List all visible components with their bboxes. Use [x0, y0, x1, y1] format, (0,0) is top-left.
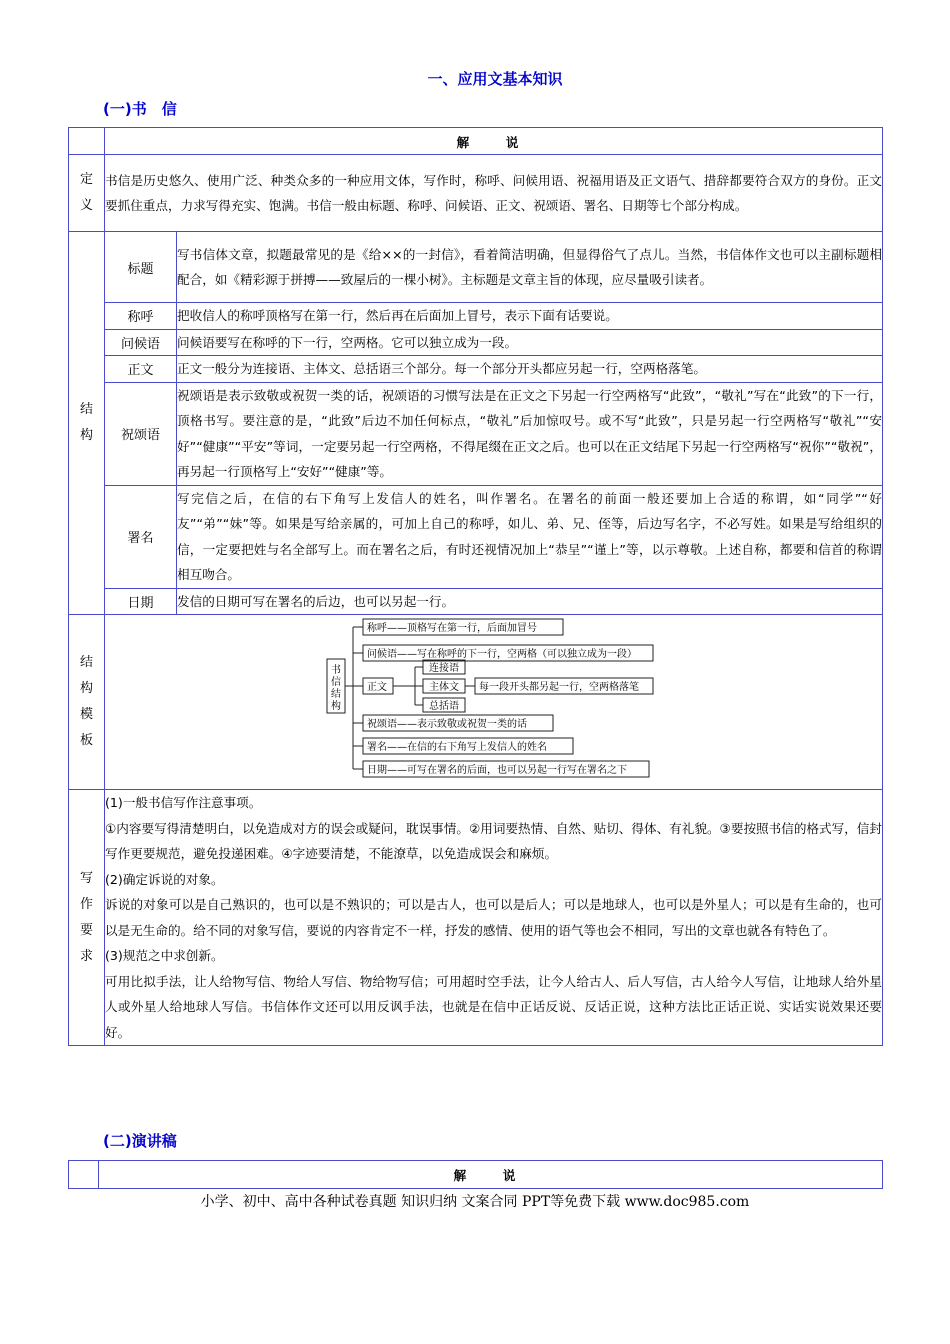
letter-table	[68, 127, 883, 1046]
diagram-body-note: 每一段开头都另起一行，空两格落笔	[479, 682, 639, 693]
diagram-root-char: 构	[331, 701, 341, 712]
structure-item-name: 祝颂语	[105, 382, 177, 485]
structure-item-name: 署名	[105, 485, 177, 588]
structure-item-name: 称呼	[105, 303, 177, 330]
structure-item-text: 把收信人的称呼顶格写在第一行，然后再在后面加上冒号，表示下面有话要说。	[177, 303, 883, 330]
requirements-paragraph: 可用比拟手法，让人给物写信、物给人写信、物给物写信；可用超时空手法，让今人给古人、后人写信，古人给今人写信，让地球人给外星人或外星人给地球人写信。书信体作文还可以用反讽手法，也就是在信中正话反说、反话正说，这种方法比正话正说、实话实说效果还要好。	[105, 973, 882, 1040]
requirements-label: 写 作 要 求	[79, 870, 93, 964]
diagram-body-part: 主体文	[429, 682, 459, 693]
requirements-paragraph: 诉说的对象可以是自己熟识的，也可以是不熟识的；可以是古人，也可以是后人；可以是地球人，也可以是外星人；可以是有生命的，也可以是无生命的。给不同的对象写信，要说的内容肯定不一样，抒发的感情、使用的语气等也会不相同，写出的文章也就各有特色了。	[105, 897, 882, 938]
requirements-paragraph: (2)确定诉说的对象。	[105, 871, 224, 887]
structure-row	[69, 588, 883, 615]
diagram-root-char: 书	[331, 665, 341, 676]
diagram-root-char: 信	[331, 677, 341, 688]
structure-label: 结 构	[79, 402, 93, 443]
table-header-row	[69, 1161, 883, 1189]
structure-item-text: 写完信之后，在信的右下角写上发信人的姓名，叫作署名。在署名的前面一般还要加上合适的称谓，如“同学”“好友”“弟”“妹”等。如果是写给亲属的，可加上自己的称呼，如儿、弟、兄、侄等，后边写名字，不必写姓。如果是写给组织的信，一定要把姓与名全部写上。而在署名之后，有时还视情况加上“恭呈”“谨上”等，以示尊敬。上述自称，都要和信首的称谓相互吻合。	[177, 485, 883, 588]
diagram-item: 祝颂语——表示致敬或祝贺一类的话	[367, 719, 527, 730]
structure-row	[69, 329, 883, 356]
table-header-row	[69, 128, 883, 155]
structure-item-text: 写书信体文章，拟题最常见的是《给××的一封信》，看着简洁明确，但显得俗气了点儿。当然，书信体作文也可以主副标题相配合，如《精彩源于拼搏——致屋后的一棵小树》。主标题是文章主旨的体现，应尽量吸引读者。	[177, 232, 883, 303]
definition-label: 定 义	[79, 172, 93, 213]
structure-item-text: 正文一般分为连接语、主体文、总括语三个部分。每一个部分开头都应另起一行，空两格落笔。	[177, 356, 883, 383]
requirements-paragraph: (3)规范之中求创新。	[105, 948, 224, 963]
structure-row	[69, 356, 883, 383]
definition-text: 书信是历史悠久、使用广泛、种类众多的一种应用文体，写作时，称呼、问候用语、祝福用语及正文语气、措辞都要符合双方的身份。正文要抓住重点，力求写得充实、饱满。书信一般由标题、称呼、问候语、正文、祝颂语、署名、日期等七个部分构成。	[105, 155, 883, 232]
structure-item-text: 问候语要写在称呼的下一行，空两格。它可以独立成为一段。	[177, 329, 883, 356]
letter-structure-diagram	[105, 615, 865, 789]
table-header: 解 说	[105, 128, 883, 155]
diagram-root-char: 结	[331, 689, 341, 700]
structure-item-name: 正文	[105, 356, 177, 383]
section-heading-speech: (二)演讲稿	[103, 1132, 177, 1150]
page-footer: 小学、初中、高中各种试卷真题 知识归纳 文案合同 PPT等免费下载 www.doc985.com	[200, 1194, 750, 1210]
section-heading-letter: (一)书 信	[103, 100, 177, 118]
structure-row	[69, 485, 883, 588]
structure-item-text: 发信的日期可写在署名的后边，也可以另起一行。	[177, 588, 883, 615]
requirements-paragraph: ①内容要写得清楚明白，以免造成对方的误会或疑问，耽误事情。②用词要热情、自然、贴切、得体、有礼貌。③要按照书信的格式写，信封写作更要规范，避免投递困难。④字迹要清楚，不能潦草，以免造成误会和麻烦。	[105, 820, 882, 861]
diagram-item: 问候语——写在称呼的下一行，空两格（可以独立成为一段）	[367, 649, 637, 660]
template-label: 结 构 模 板	[79, 655, 93, 748]
structure-item-text: 祝颂语是表示致敬或祝贺一类的话，祝颂语的习惯写法是在正文之下另起一行空两格写“此致”，“敬礼”写在“此致”的下一行，顶格书写。要注意的是，“此致”后边不加任何标点，“敬礼”后加惊叹号。或不写“此致”，只是另起一行空两格写“敬礼”“安好”“健康”“平安”等词，一定要另起一行空两格，不得尾缀在正文之后。也可以在正文结尾下另起一行空两格写“祝你”“敬祝”，再另起一行顶格写上“安好”“健康”等。	[177, 382, 883, 485]
structure-item-name: 标题	[105, 232, 177, 303]
page-title: 一、应用文基本知识	[427, 70, 563, 88]
structure-row	[69, 303, 883, 330]
table-header: 解 说	[99, 1161, 883, 1189]
structure-item-name: 日期	[105, 588, 177, 615]
requirements-paragraph: (1)一般书信写作注意事项。	[105, 795, 262, 810]
structure-item-name: 问候语	[105, 329, 177, 356]
diagram-item: 日期——可写在署名的后面，也可以另起一行写在署名之下	[367, 765, 627, 776]
requirements-row	[69, 790, 883, 1046]
structure-row	[69, 232, 883, 303]
diagram-body-part: 总括语	[429, 701, 459, 712]
speech-table	[68, 1160, 883, 1189]
diagram-item: 称呼——顶格写在第一行，后面加冒号	[367, 623, 537, 634]
diagram-body-part: 连接语	[429, 663, 459, 674]
diagram-item: 署名——在信的右下角写上发信人的姓名	[367, 742, 547, 753]
template-row	[69, 615, 883, 790]
diagram-item: 正文	[367, 682, 387, 693]
structure-row	[69, 382, 883, 485]
definition-row	[69, 155, 883, 232]
